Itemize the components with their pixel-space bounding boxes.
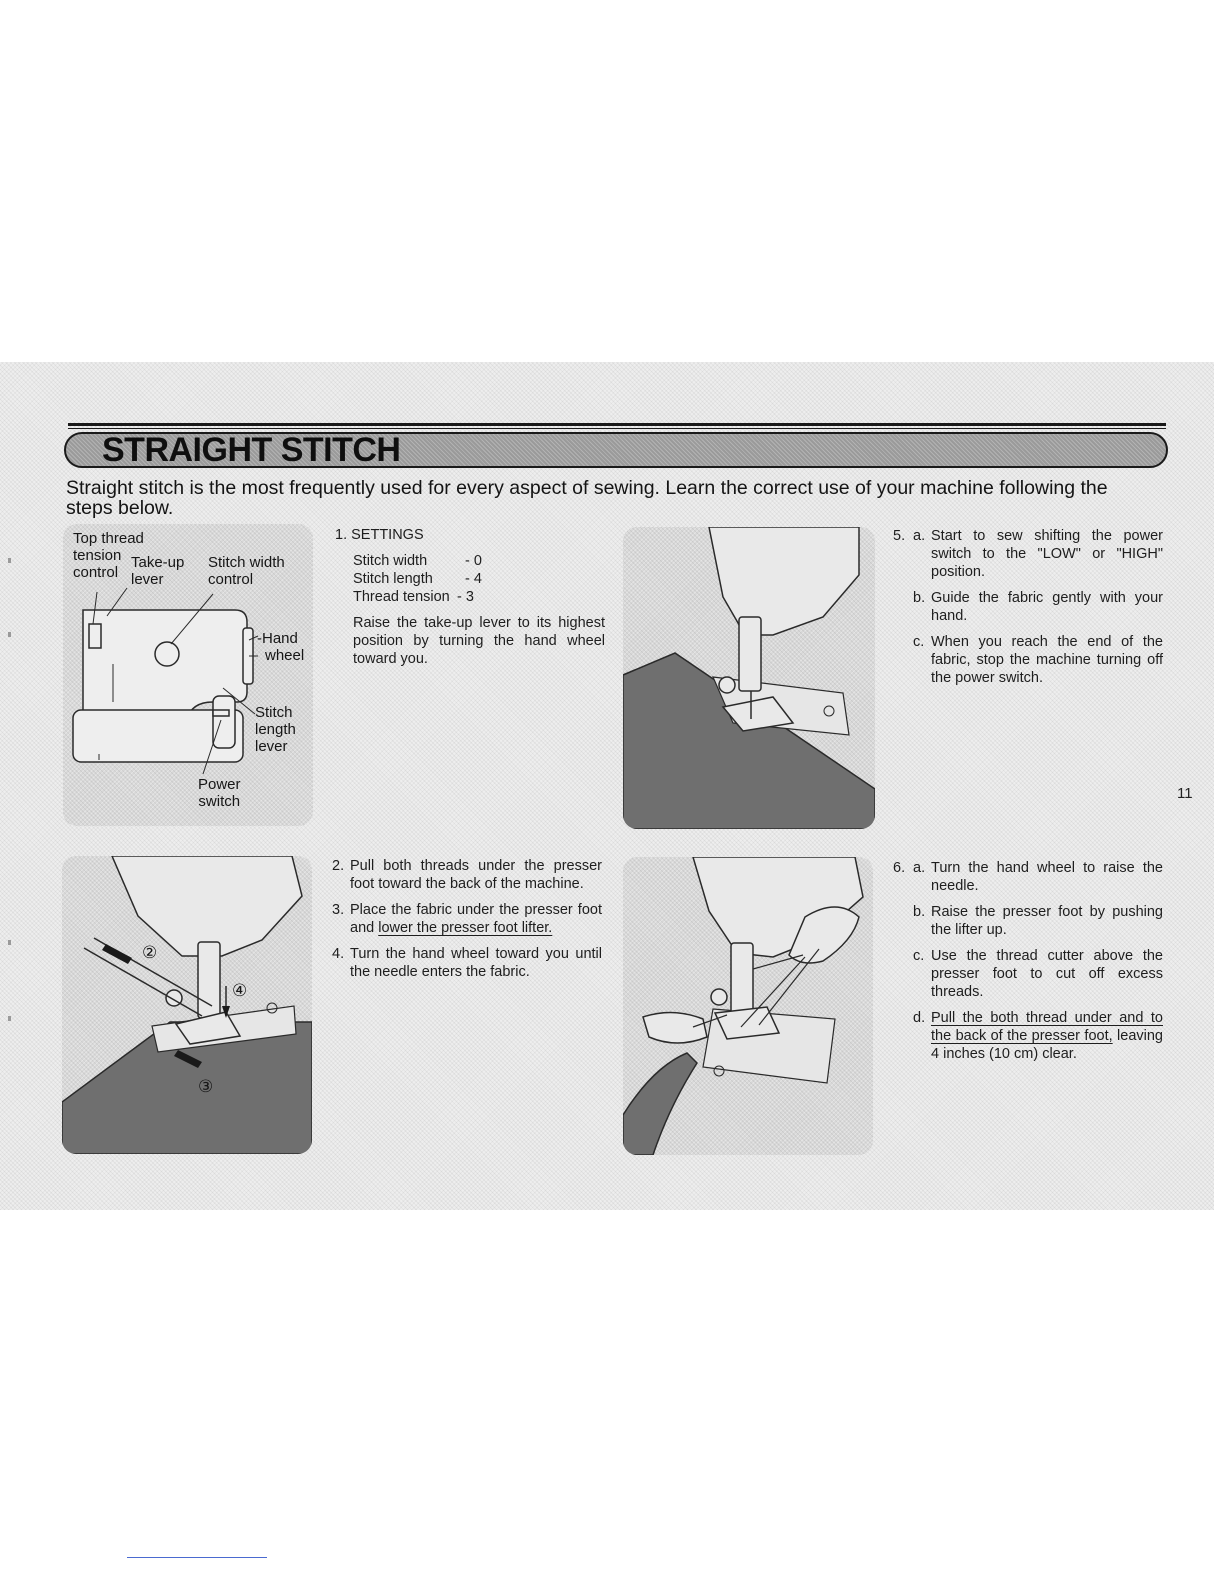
step5-item-c: c. When you reach the end of the fabric, stop the machine turning off the power switch. — [913, 634, 1163, 686]
label-power-switch: Power switch — [198, 776, 241, 810]
step6-instructions — [893, 859, 1163, 1063]
machine-diagram-panel — [63, 524, 313, 826]
label-top-thread-tension: Top thread tension control — [73, 530, 144, 581]
setting-row: Stitch width - 0 — [353, 553, 482, 569]
setting-row: Thread tension - 3 — [353, 589, 474, 605]
step5-item-a: 5. a. Start to sew shifting the power switch to the "LOW" or "HIGH" position. — [893, 528, 1163, 580]
step1-note: Raise the take-up lever to its highest position by turning the hand wheel toward you. — [353, 615, 605, 667]
label-stitch-width-control: Stitch width control — [208, 554, 285, 588]
sewing-panel — [623, 527, 875, 829]
callout-4: ④ — [232, 981, 248, 1000]
callout-2: ② — [142, 943, 158, 962]
setting-row: Stitch length - 4 — [353, 571, 482, 587]
label-take-up-lever: Take-up lever — [131, 554, 185, 588]
step1-settings — [335, 526, 605, 668]
scan-mark — [8, 940, 11, 945]
step1-title: 1. SETTINGS — [335, 527, 424, 543]
callout-3: ③ — [198, 1077, 214, 1096]
sewing-illustration — [623, 527, 875, 829]
threading-panel — [62, 856, 312, 1154]
footer-line — [127, 1557, 267, 1558]
scan-mark — [8, 1016, 11, 1021]
label-stitch-length-lever: Stitch length lever — [255, 704, 296, 755]
step-2: 2. Pull both threads under the presser foot toward the back of the machine. — [332, 858, 602, 892]
scan-mark — [8, 632, 11, 637]
thread-cutting-illustration — [623, 857, 873, 1155]
step6-item-c: c. Use the thread cutter above the presser foot to cut off excess threads. — [913, 948, 1163, 1000]
header-rule-thin — [68, 428, 1166, 429]
step6-item-a: 6. a. Turn the hand wheel to raise the needle. — [893, 860, 1163, 894]
intro-paragraph: Straight stitch is the most frequently used for every aspect of sewing. Learn the correct use of your machine following the steps below. — [66, 477, 1108, 519]
step5-instructions — [893, 527, 1163, 687]
step5-item-b: b. Guide the fabric gently with your hand. — [913, 590, 1163, 624]
page-title: STRAIGHT STITCH — [102, 431, 401, 469]
thread-cutting-panel — [623, 857, 873, 1155]
step6-item-b: b. Raise the presser foot by pushing the lifter up. — [913, 904, 1163, 938]
step6-item-d: d. Pull the both thread under and to the back of the presser foot, leaving 4 inches (10 cm) clear. — [913, 1010, 1163, 1062]
step-3: 3. Place the fabric under the presser foot and lower the presser foot lifter. — [332, 902, 602, 936]
threading-illustration — [62, 856, 312, 1154]
label-hand-wheel: -Hand wheel — [257, 630, 305, 664]
step-4: 4. Turn the hand wheel toward you until the needle enters the fabric. — [332, 946, 602, 980]
page-number: 11 — [1177, 785, 1193, 802]
header-rule — [68, 423, 1166, 426]
steps-2-4 — [332, 857, 602, 981]
scan-mark — [8, 558, 11, 563]
